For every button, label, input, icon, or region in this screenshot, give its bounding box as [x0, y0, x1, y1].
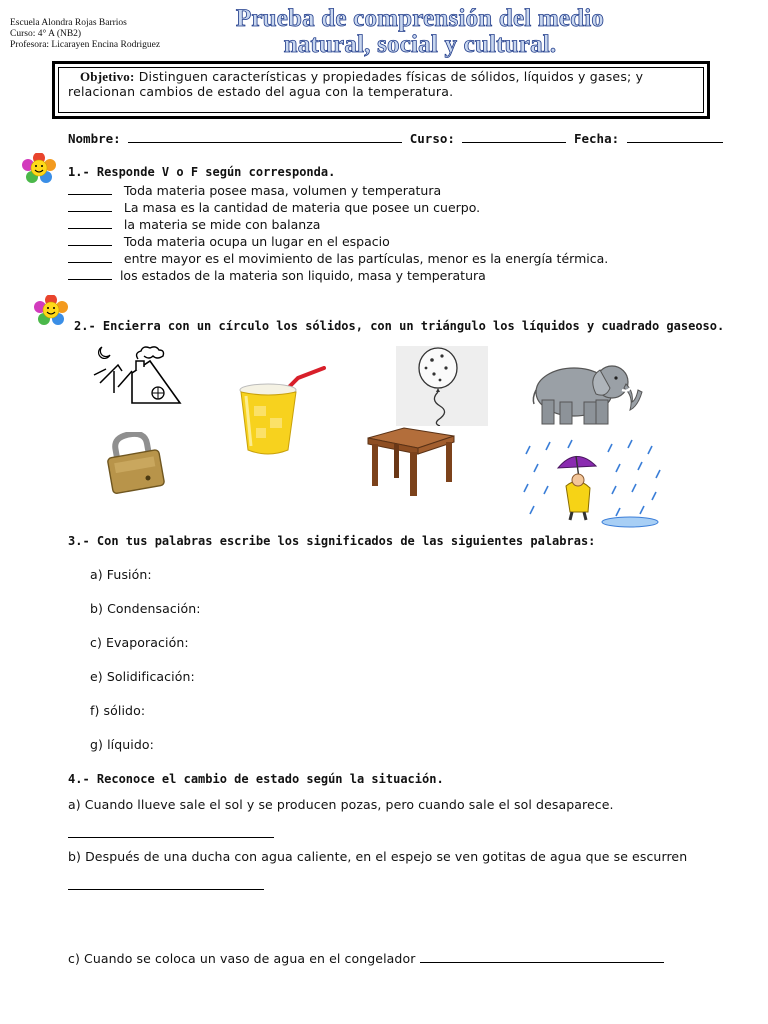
q1-title: 1.- Responde V o F según corresponda. [68, 165, 336, 179]
objective-text: Objetivo: Distinguen características y propiedades físicas de sólidos, líquidos y gases; y relacionan cambios de estado del agua con la temperatura. [68, 69, 644, 99]
q3-item: f) sólido: [90, 703, 146, 718]
answer-blank[interactable] [68, 216, 112, 229]
q1-item: Toda materia ocupa un lugar en el espacio [68, 233, 390, 249]
objective-label: Objetivo: [80, 69, 135, 84]
course-label: Curso: [409, 131, 455, 146]
course-field[interactable] [462, 130, 566, 143]
teacher-info: Profesora: Licarayen Encina Rodriguez [10, 40, 161, 50]
q3-item: a) Fusión: [90, 567, 152, 582]
name-label: Nombre: [68, 131, 121, 146]
q4-item-a: a) Cuando llueve sale el sol y se producen pozas, pero cuando sale el sol desaparece. [68, 797, 614, 812]
q3-item: e) Solidificación: [90, 669, 195, 684]
q2-title: 2.- Encierra con un círculo los sólidos, con un triángulo los líquidos y cuadrado gaseoso. [74, 319, 725, 333]
course-info: Curso: 4° A (NB2) [10, 29, 82, 39]
q4-answer-b[interactable] [68, 875, 264, 894]
lemonade-glass-image[interactable] [236, 366, 330, 458]
rain-umbrella-image[interactable] [520, 436, 666, 530]
date-field[interactable] [627, 130, 723, 143]
school-name: Escuela Alondra Rojas Barrios [10, 18, 127, 28]
q4-item-c: c) Cuando se coloca un vaso de agua en el congelador [68, 950, 664, 966]
q3-item: b) Condensación: [90, 601, 201, 616]
q1-item: la materia se mide con balanza [68, 216, 320, 232]
student-fields [68, 130, 723, 146]
answer-blank[interactable] [68, 250, 112, 263]
page-title: Prueba de comprensión del medio natural, social y cultural. [235, 5, 605, 58]
smiley-flower-icon [22, 153, 56, 183]
q3-item: c) Evaporación: [90, 635, 189, 650]
q4-answer-c[interactable] [420, 950, 664, 963]
q1-item: Toda materia posee masa, volumen y temperatura [68, 182, 441, 198]
q1-item: La masa es la cantidad de materia que posee un cuerpo. [68, 199, 480, 215]
wooden-table-image[interactable] [364, 426, 456, 498]
answer-blank[interactable] [68, 267, 112, 280]
date-label: Fecha: [573, 131, 620, 146]
name-field[interactable] [128, 130, 402, 143]
padlock-image[interactable] [104, 432, 170, 494]
balloon-image[interactable] [396, 346, 488, 426]
answer-blank[interactable] [68, 182, 112, 195]
answer-blank[interactable] [68, 199, 112, 212]
q4-answer-a[interactable] [68, 823, 274, 842]
answer-blank[interactable] [68, 233, 112, 246]
q1-item: los estados de la materia son liquido, masa y temperatura [68, 267, 486, 283]
q3-title: 3.- Con tus palabras escribe los significados de las siguientes palabras: [68, 534, 596, 548]
q3-item: g) líquido: [90, 737, 154, 752]
house-smoke-image[interactable] [92, 343, 184, 407]
q4-title: 4.- Reconoce el cambio de estado según la situación. [68, 772, 444, 786]
school-info [10, 18, 160, 51]
smiley-flower-icon [34, 295, 68, 325]
elephant-image[interactable] [530, 356, 644, 428]
q1-item: entre mayor es el movimiento de las partículas, menor es la energía térmica. [68, 250, 608, 266]
q4-item-b: b) Después de una ducha con agua caliente, en el espejo se ven gotitas de agua que se escurren [68, 849, 688, 864]
